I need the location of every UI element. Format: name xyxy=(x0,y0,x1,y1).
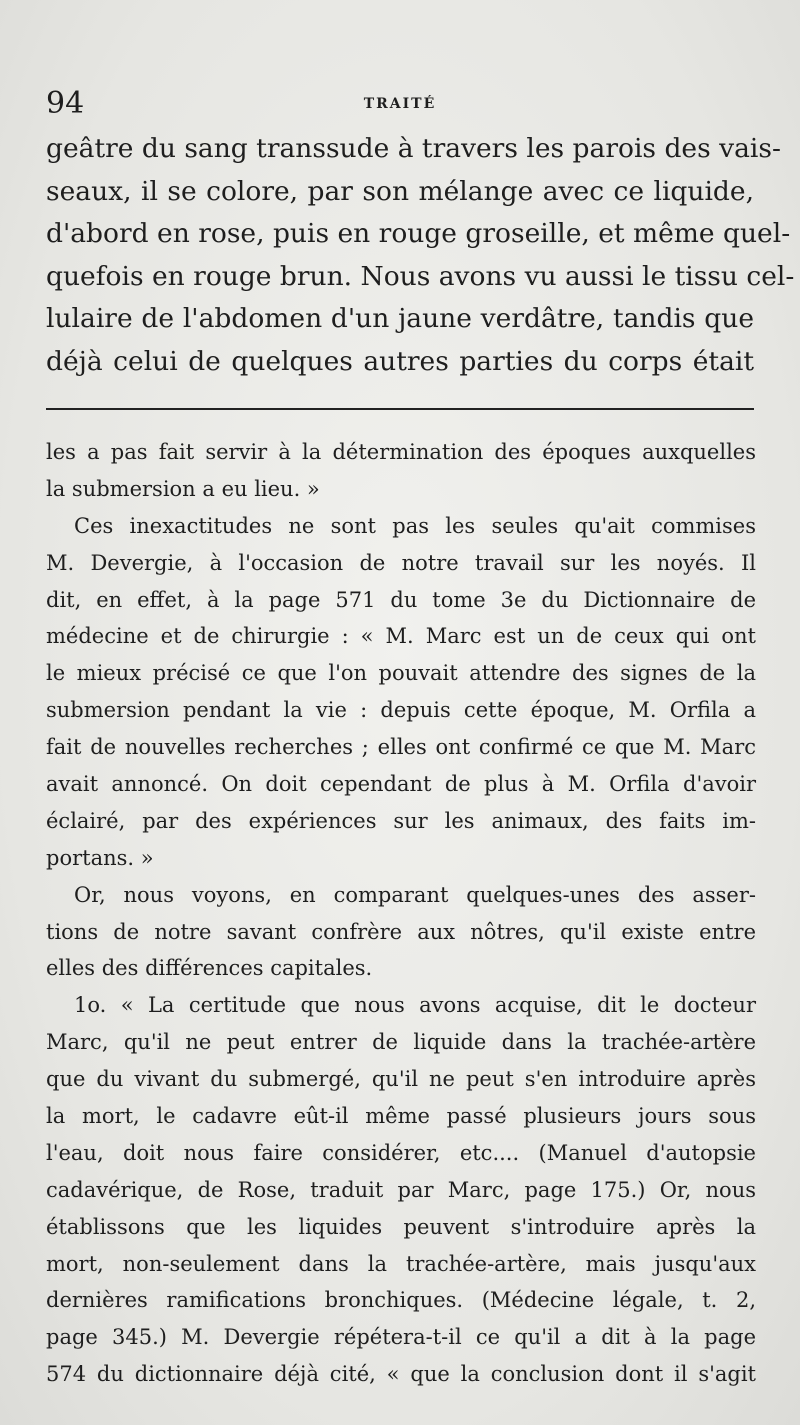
footnote-line: Marc, qu'il ne peut entrer de liquide dans la trachée-artère xyxy=(46,1030,756,1055)
footnote-line: dernières ramifications bronchiques. (Médecine légale, t. 2, xyxy=(46,1288,756,1313)
footnote-line: 574 du dictionnaire déjà cité, « que la conclusion dont il s'agit xyxy=(46,1362,756,1387)
text-line: seaux, il se colore, par son mélange avec ce liquide, xyxy=(46,175,754,207)
footnote-line: Ces inexactitudes ne sont pas les seules qu'ait commises xyxy=(74,513,756,538)
footnote-line: 1o. « La certitude que nous avons acquise, dit le docteur xyxy=(74,993,756,1018)
text-line: déjà celui de quelques autres parties du corps était xyxy=(46,345,754,377)
footnote-line: submersion pendant la vie : depuis cette époque, M. Orfila a xyxy=(46,698,756,723)
page-header xyxy=(46,84,754,124)
footnote-line: l'eau, doit nous faire considérer, etc.... (Manuel d'autopsie xyxy=(46,1140,756,1165)
page-number: 94 xyxy=(46,86,85,121)
footnote-line: elles des différences capitales. xyxy=(46,956,373,981)
footnote-line: avait annoncé. On doit cependant de plus à M. Orfila d'avoir xyxy=(46,772,756,797)
text-line: d'abord en rose, puis en rouge groseille, et même quel- xyxy=(46,218,791,249)
footnote-line: la submersion a eu lieu. » xyxy=(46,476,320,501)
footnote-line: établissons que les liquides peuvent s'introduire après la xyxy=(46,1214,756,1239)
text-line: quefois en rouge brun. Nous avons vu aussi le tissu cel- xyxy=(46,260,795,292)
footnote-line: page 345.) M. Devergie répétera-t-il ce qu'il a dit à la page xyxy=(46,1325,756,1350)
footnote-line: les a pas fait servir à la détermination des époques auxquelles xyxy=(46,440,756,464)
footnote-line: éclairé, par des expériences sur les animaux, des faits im- xyxy=(46,808,756,833)
footnote-line: M. Devergie, à l'occasion de notre travail sur les noyés. Il xyxy=(46,550,756,575)
footnote-line: dit, en effet, à la page 571 du tome 3e du Dictionnaire de xyxy=(46,587,756,612)
footnote-line: que du vivant du submergé, qu'il ne peut s'en introduire après xyxy=(46,1067,756,1092)
footnote-line: médecine et de chirurgie : « M. Marc est un de ceux qui ont xyxy=(46,624,756,649)
footnote-line: fait de nouvelles recherches ; elles ont confirmé ce que M. Marc xyxy=(46,735,756,760)
text-line: lulaire de l'abdomen d'un jaune verdâtre, tandis que xyxy=(46,303,754,334)
footnote-line: cadavérique, de Rose, traduit par Marc, page 175.) Or, nous xyxy=(46,1177,756,1202)
footnote-separator xyxy=(46,408,754,410)
running-title: TRAITÉ xyxy=(363,96,437,112)
footnote-line: portans. » xyxy=(46,845,154,870)
text-line: geâtre du sang transsude à travers les parois des vais- xyxy=(46,133,781,164)
footnote-line: tions de notre savant confrère aux nôtres, qu'il existe entre xyxy=(46,919,756,944)
footnote-line: le mieux précisé ce que l'on pouvait attendre des signes de la xyxy=(46,661,756,686)
footnote-line: mort, non-seulement dans la trachée-artère, mais jusqu'aux xyxy=(46,1251,756,1276)
footnote-block xyxy=(46,434,756,1393)
footnote-line: la mort, le cadavre eût-il même passé plusieurs jours sous xyxy=(46,1104,756,1129)
footnote-line: Or, nous voyons, en comparant quelques-unes des asser- xyxy=(74,882,756,907)
main-text-block xyxy=(46,128,795,383)
